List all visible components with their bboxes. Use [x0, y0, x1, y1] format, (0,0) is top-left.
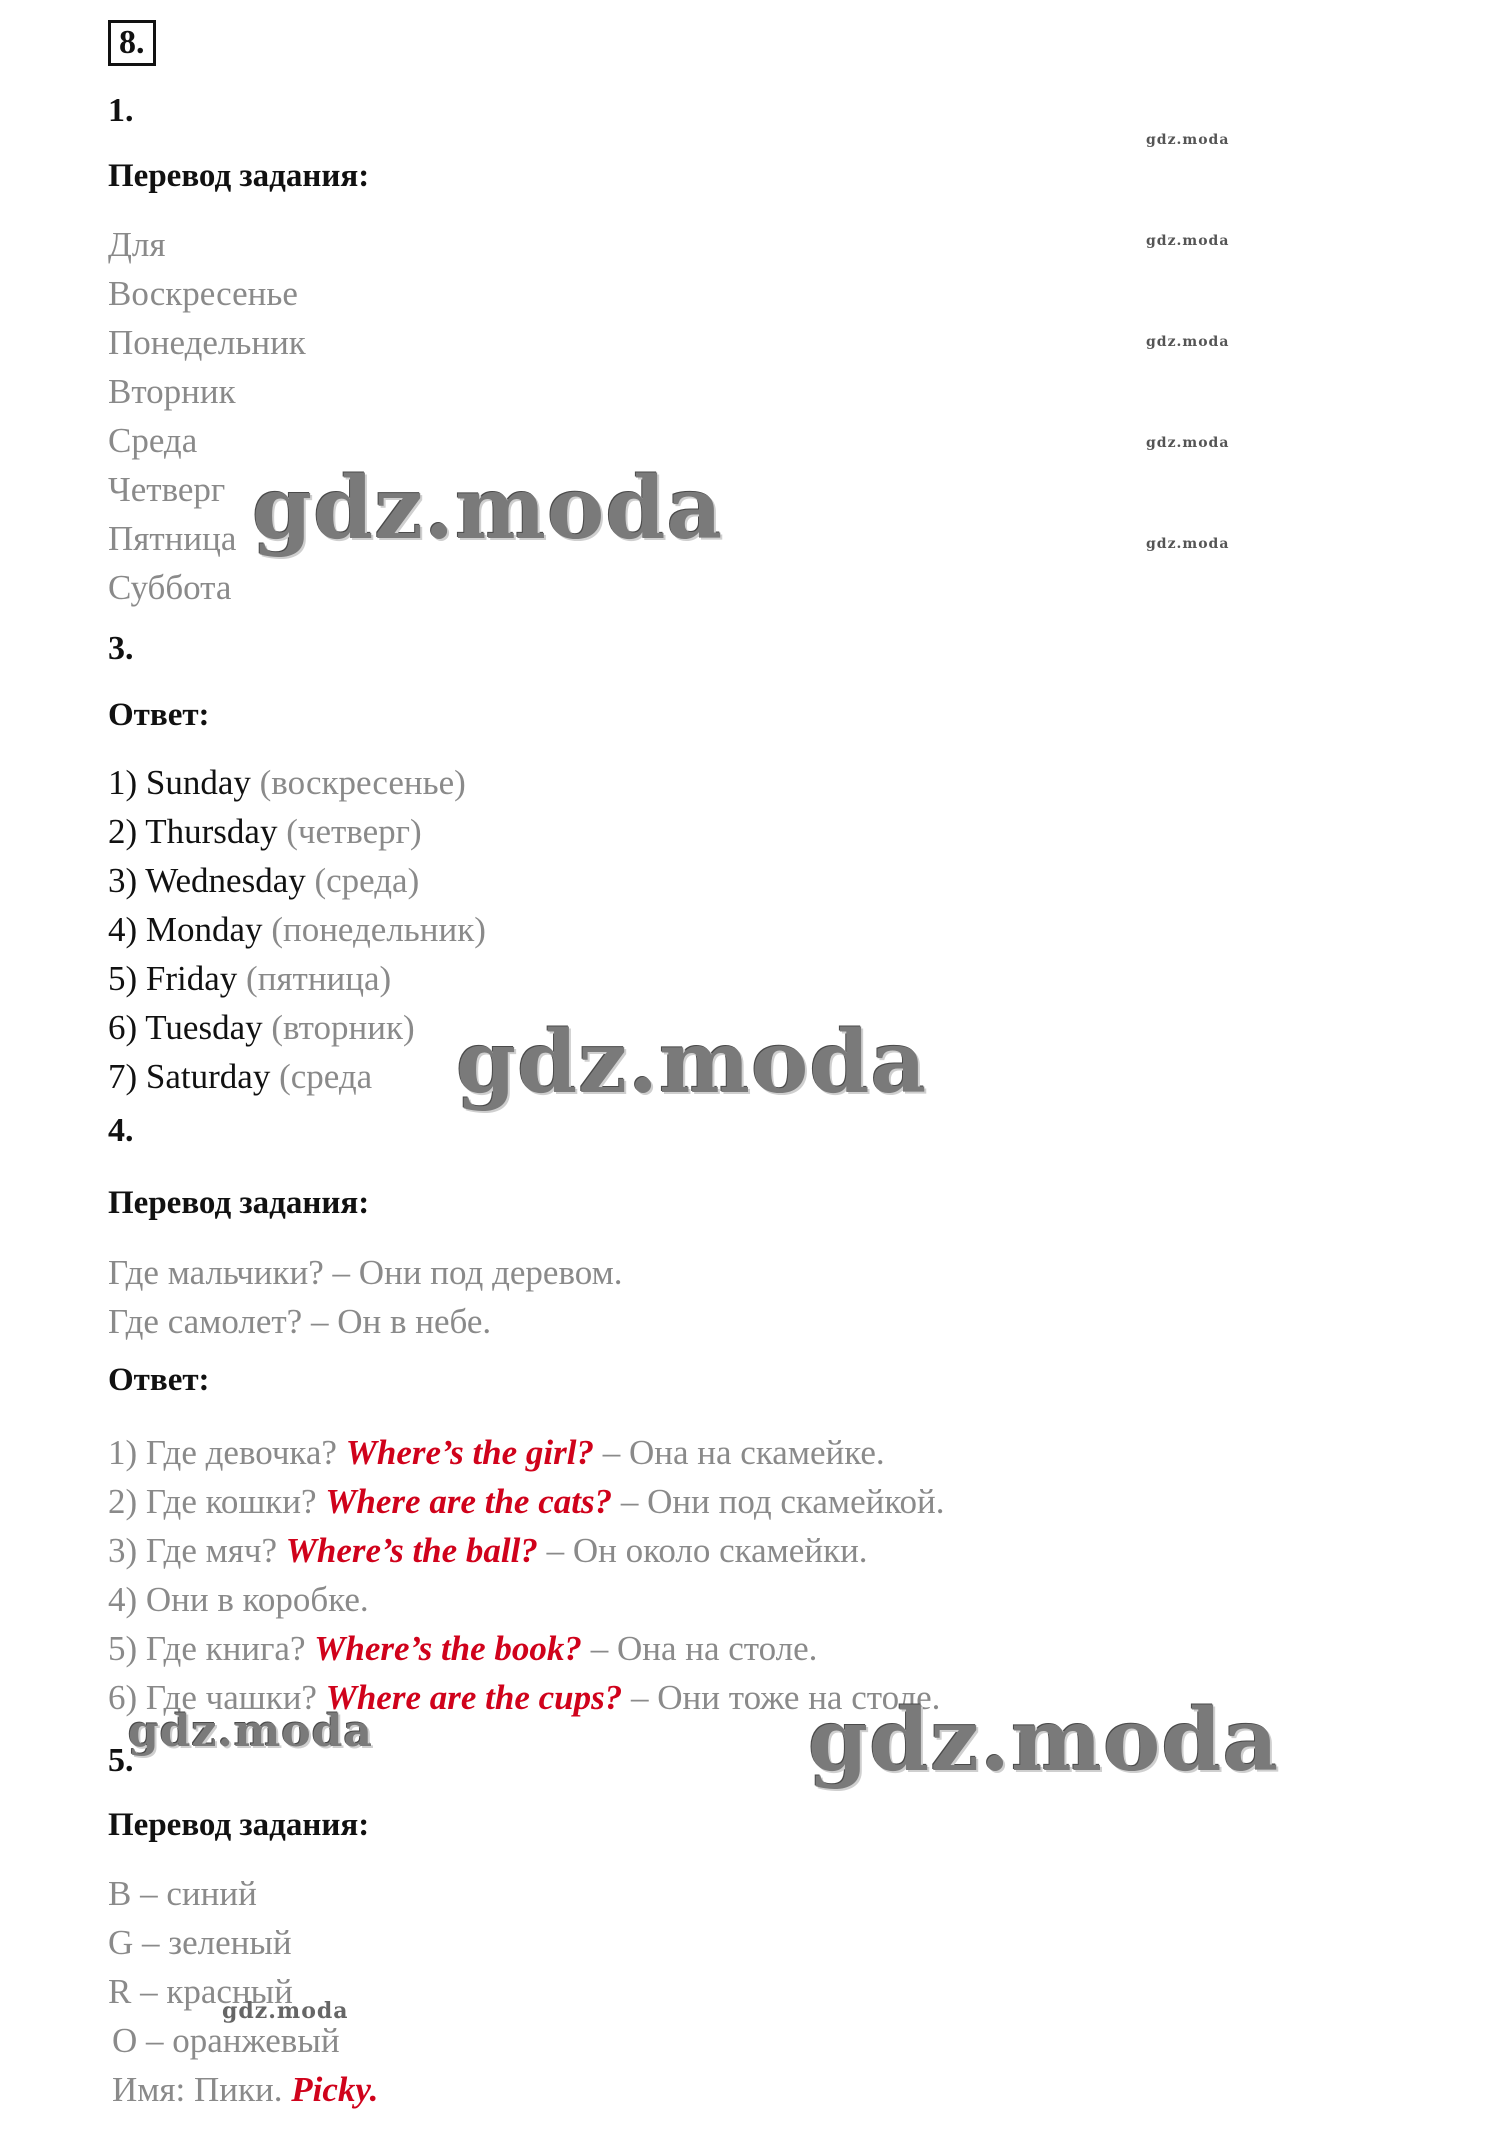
list-item: Для	[108, 225, 166, 264]
list-item: Суббота	[108, 568, 232, 607]
section-4-number: 4.	[108, 1112, 134, 1149]
watermark-logo: gdz.moda	[1146, 233, 1230, 249]
list-item: 1) Где девочка? Where’s the girl? – Она на скамейке.	[108, 1433, 885, 1472]
watermark-logo: gdz.moda	[808, 1690, 1280, 1791]
watermark-logo: gdz.moda	[222, 1998, 349, 2024]
list-item: 2) Где кошки? Where are the cats? – Они под скамейкой.	[108, 1482, 945, 1521]
page-number-badge: 8.	[108, 20, 156, 66]
list-item: 1) Sunday (воскресенье)	[108, 763, 466, 802]
list-item: 4) Monday (понедельник)	[108, 910, 486, 949]
list-item: Имя: Пики. Picky.	[112, 2070, 379, 2109]
section-3-list	[108, 758, 486, 1101]
list-item: 3) Где мяч? Where’s the ball? – Он около скамейки.	[108, 1531, 868, 1570]
list-item: 3) Wednesday (среда)	[108, 861, 420, 900]
watermark-logo: gdz.moda	[1146, 435, 1230, 451]
section-5-list	[108, 1869, 378, 2114]
watermark-logo: gdz.moda	[252, 458, 724, 559]
list-item: Понедельник	[108, 323, 306, 362]
section-4-translation	[108, 1248, 622, 1346]
section-1-number: 1.	[108, 92, 134, 129]
list-item: 2) Thursday (четверг)	[108, 812, 422, 851]
watermark-logo: gdz.moda	[1146, 132, 1230, 148]
watermark-logo: gdz.moda	[128, 1706, 374, 1757]
list-item: 4) Они в коробке.	[108, 1580, 369, 1619]
list-item: Воскресенье	[108, 274, 298, 313]
list-item: O – оранжевый	[112, 2021, 340, 2060]
list-item: Вторник	[108, 372, 236, 411]
list-item: Где мальчики? – Они под деревом.	[108, 1253, 623, 1292]
section-5-number: 5.	[108, 1742, 134, 1779]
watermark-logo: gdz.moda	[456, 1012, 928, 1113]
list-item: 7) Saturday (среда	[108, 1057, 373, 1096]
list-item: R – красный	[108, 1972, 293, 2011]
list-item: Пятница	[108, 519, 237, 558]
list-item: G – зеленый	[108, 1923, 292, 1962]
section-3-heading: Ответ:	[108, 697, 210, 733]
section-4-answers	[108, 1428, 945, 1722]
section-1-heading: Перевод задания:	[108, 158, 370, 194]
list-item: 5) Friday (пятница)	[108, 959, 392, 998]
list-item: Четверг	[108, 470, 226, 509]
section-4-answer-heading: Ответ:	[108, 1362, 210, 1398]
list-item: B – синий	[108, 1874, 257, 1913]
list-item: Среда	[108, 421, 198, 460]
section-5-heading: Перевод задания:	[108, 1807, 370, 1843]
list-item: 5) Где книга? Where’s the book? – Она на столе.	[108, 1629, 818, 1668]
section-3-number: 3.	[108, 630, 134, 667]
section-4-heading: Перевод задания:	[108, 1185, 370, 1221]
watermark-logo: gdz.moda	[1146, 334, 1230, 350]
watermark-logo: gdz.moda	[1146, 536, 1230, 552]
list-item: 6) Tuesday (вторник)	[108, 1008, 415, 1047]
list-item: 6) Где чашки? Where are the cups? – Они тоже на столе.	[108, 1678, 941, 1717]
list-item: Где самолет? – Он в небе.	[108, 1302, 492, 1341]
